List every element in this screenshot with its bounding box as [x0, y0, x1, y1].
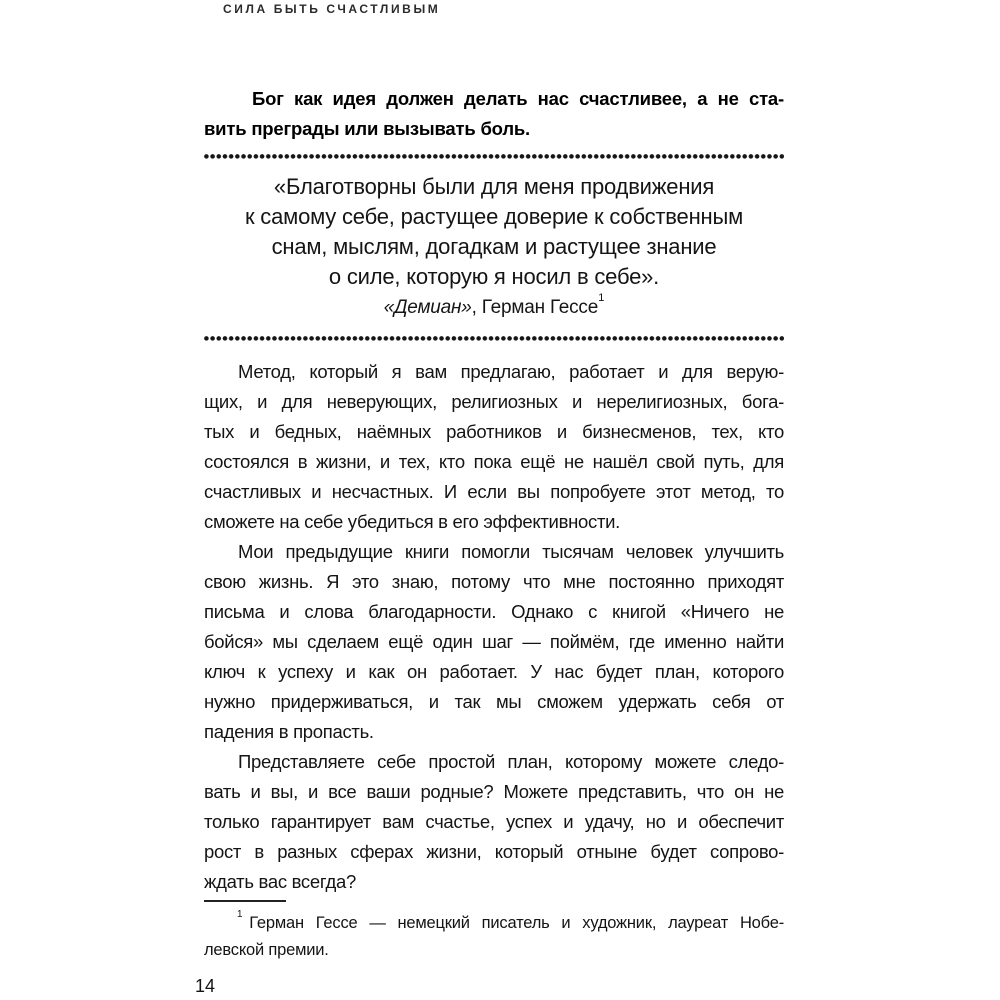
body-line: Метод, который я вам предлагаю, работает и для верую-	[238, 361, 784, 382]
dotted-divider-top	[204, 154, 784, 159]
quote-author: , Герман Гессе	[471, 297, 599, 318]
body-line: счастливых и несчастных. И если вы попробуете этот метод, то	[204, 481, 784, 502]
body-line: вать и вы, и все ваши родные? Можете представить, что он не	[204, 781, 784, 802]
body-line: падения в пропасть.	[204, 721, 374, 742]
body-line: Мои предыдущие книги помогли тысячам человек улучшить	[238, 541, 784, 562]
page-number: 14	[195, 976, 216, 996]
body-line: тых и бедных, наёмных работников и бизнесменов, тех, кто	[204, 421, 784, 442]
body-line: рост в разных сферах жизни, который отныне будет сопрово-	[204, 841, 784, 862]
body-line: Представляете себе простой план, которому можете следо-	[238, 751, 784, 772]
heading-line: Бог как идея должен делать нас счастливее, а не ста-	[252, 88, 784, 109]
footnote-text: Герман Гессе — немецкий писатель и художник, лауреат Нобе-	[249, 914, 784, 932]
quote-line: о силе, которую я носил в себе».	[328, 264, 660, 289]
quote-line: к самому себе, растущее доверие к собственным	[244, 204, 744, 229]
running-head: СИЛА БЫТЬ СЧАСТЛИВЫМ	[223, 2, 441, 16]
footnote-divider	[204, 900, 286, 902]
footnote-line: левской премии.	[204, 941, 329, 959]
heading-line: вить преграды или вызывать боль.	[204, 118, 530, 139]
epigraph-quote	[204, 172, 784, 321]
footnote-reference: 1	[598, 291, 605, 304]
body-line: свою жизнь. Я это знаю, потому что мне постоянно приходят	[204, 571, 784, 592]
body-line: только гарантирует вам счастье, успех и удачу, но и обеспечит	[204, 811, 784, 832]
body-line: бойся» мы сделаем ещё один шаг — поймём, где именно найти	[204, 631, 784, 652]
footnote-marker: 1	[237, 909, 243, 921]
footnote	[204, 910, 784, 964]
body-line: нужно придерживаться, и так мы сможем удержать себя от	[204, 691, 784, 712]
body-line: ждать вас всегда?	[204, 871, 356, 892]
lead-heading	[204, 84, 784, 144]
body-line: ключ к успеху и как он работает. У нас будет план, которого	[204, 661, 784, 682]
quote-source-title: «Демиан»	[383, 297, 472, 318]
quote-line: снам, мыслям, догадкам и растущее знание	[271, 234, 717, 259]
text-column	[204, 0, 784, 964]
body-line: щих, и для неверующих, религиозных и нерелигиозных, бога-	[204, 391, 784, 412]
body-line: письма и слова благодарности. Однако с книгой «Ничего не	[204, 601, 784, 622]
body-text	[204, 357, 784, 897]
body-line: сможете на себе убедиться в его эффективности.	[204, 511, 621, 532]
quote-attribution	[204, 291, 784, 321]
body-line: состоялся в жизни, и тех, кто пока ещё не нашёл свой путь, для	[204, 451, 784, 472]
footnote-line	[204, 910, 784, 937]
dotted-divider-bottom	[204, 336, 784, 341]
quote-line: «Благотворны были для меня продвижения	[273, 174, 715, 199]
